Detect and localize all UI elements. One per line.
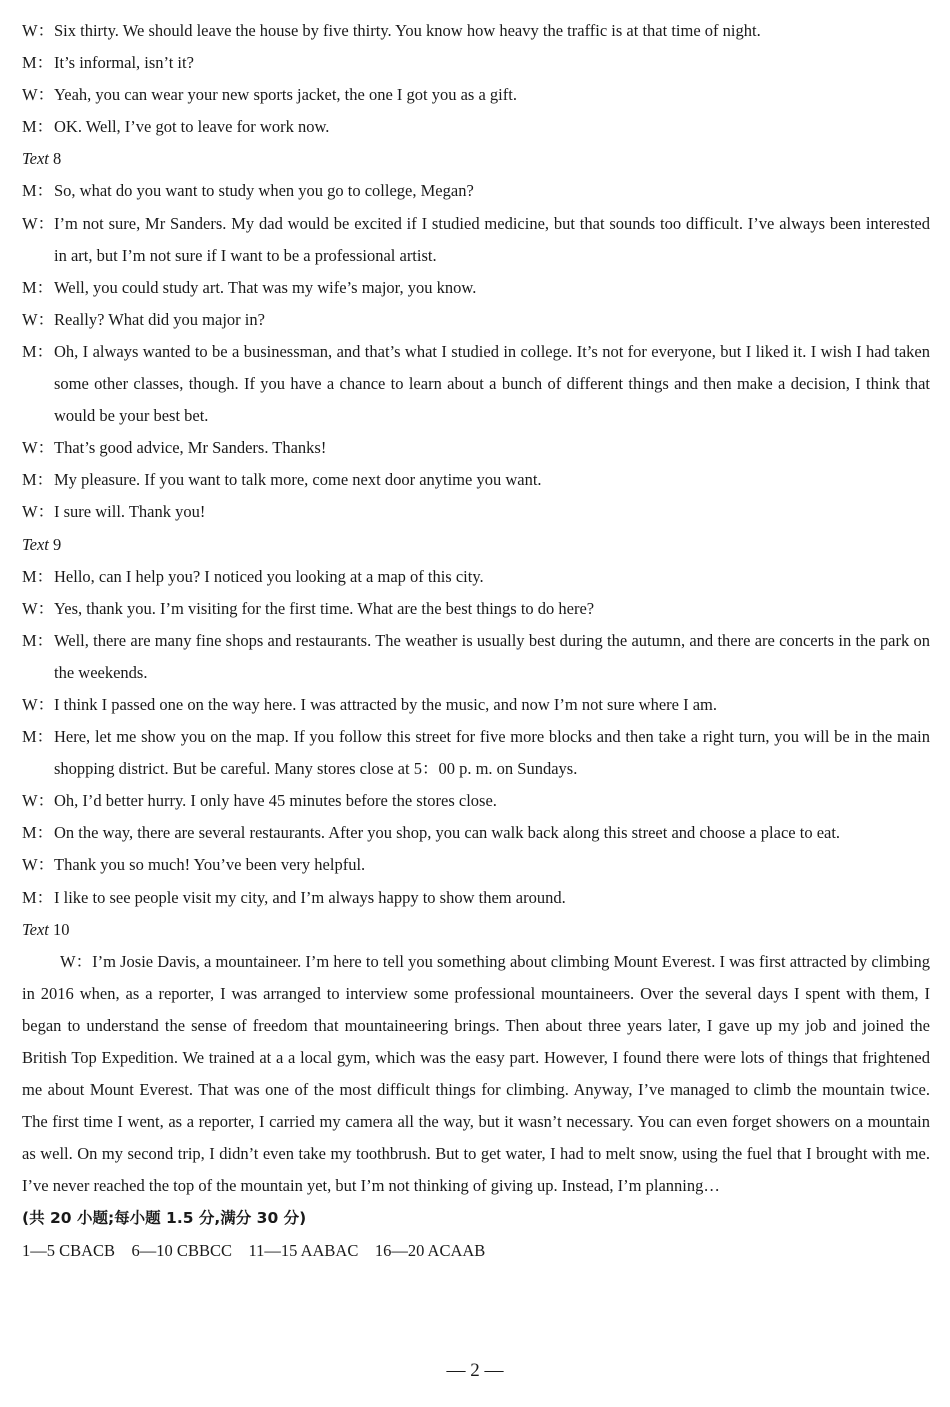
speaker-label: M：	[22, 566, 54, 586]
dialogue-text: Hello, can I help you? I noticed you looking at a map of this city.	[54, 566, 484, 586]
speaker-label: W：	[22, 438, 55, 458]
dialogue-text: Really? What did you major in?	[54, 309, 265, 329]
page-number: — 2 —	[446, 1360, 504, 1381]
speaker-label: W：	[22, 85, 55, 105]
dialogue-text: I’m not sure, Mr Sanders. My dad would be excited if I studied medicine, but that sounds too difficult. I’ve always been interested in art, but I’m not sure if I want to be a professional artist.	[54, 213, 930, 265]
dialogue-line	[22, 593, 930, 625]
dialogue-text: My pleasure. If you want to talk more, come next door anytime you want.	[54, 470, 542, 490]
text-8-dialogue	[22, 175, 930, 528]
text-9-dialogue	[22, 561, 930, 914]
speaker-label: W：	[22, 598, 55, 618]
dialogue-line	[22, 849, 930, 881]
text-label: Text	[22, 919, 49, 939]
text-9-heading	[22, 529, 930, 561]
dialogue-line	[22, 689, 930, 721]
speaker-label: M：	[22, 277, 54, 297]
dialogue-text: Six thirty. We should leave the house by five thirty. You know how heavy the traffic is at that time of night.	[54, 21, 761, 40]
dialogue-text: That’s good advice, Mr Sanders. Thanks!	[54, 438, 327, 458]
dialogue-line	[22, 79, 930, 111]
dialogue-line	[22, 496, 930, 528]
answer-key: 1—5 CBACB 6—10 CBBCC 11—15 AABAC 16—20 ACAAB	[22, 1240, 486, 1260]
speaker-label: W：	[22, 213, 55, 233]
speaker-label: M：	[22, 181, 54, 201]
dialogue-line	[22, 175, 930, 207]
text-number: 8	[53, 149, 62, 169]
dialogue-line	[22, 15, 930, 47]
speaker-label: M：	[22, 53, 54, 73]
speaker-label: M：	[22, 823, 54, 843]
dialogue-text: Oh, I’d better hurry. I only have 45 minutes before the stores close.	[54, 791, 497, 811]
speaker-label: W：	[22, 502, 55, 522]
text-label: Text	[22, 149, 49, 169]
dialogue-continued	[22, 15, 930, 143]
dialogue-line	[22, 464, 930, 496]
dialogue-line	[22, 785, 930, 817]
speaker-label: M：	[22, 341, 54, 361]
text-number: 10	[53, 919, 70, 939]
speaker-label: M：	[22, 630, 54, 650]
speaker-label: M：	[22, 727, 54, 747]
dialogue-line	[22, 272, 930, 304]
speaker-label: M：	[22, 887, 54, 907]
text-8-heading	[22, 143, 930, 175]
speaker-label: W：	[22, 309, 55, 329]
dialogue-line	[22, 625, 930, 689]
speaker-label: W：	[22, 21, 55, 40]
dialogue-text: It’s informal, isn’t it?	[54, 53, 194, 73]
speaker-label: W：	[22, 791, 55, 811]
section-score-note: (共 20 小题;每小题 1.5 分,满分 30 分)	[22, 1209, 307, 1228]
dialogue-text: Well, you could study art. That was my wife’s major, you know.	[54, 277, 477, 297]
dialogue-line	[22, 561, 930, 593]
dialogue-text: Yeah, you can wear your new sports jacket, the one I got you as a gift.	[54, 85, 517, 105]
dialogue-text: Yes, thank you. I’m visiting for the first time. What are the best things to do here?	[54, 598, 595, 618]
speaker-label: W：	[22, 694, 55, 714]
document-page	[22, 15, 930, 1267]
text-10-heading	[22, 914, 930, 946]
dialogue-line	[22, 47, 930, 79]
dialogue-text: Well, there are many fine shops and restaurants. The weather is usually best during the autumn, and there are concerts in the park on the weekends.	[54, 630, 930, 682]
speaker-label: M：	[22, 117, 54, 137]
dialogue-line	[22, 882, 930, 914]
text-number: 9	[53, 534, 62, 554]
speaker-label: M：	[22, 470, 54, 490]
speaker-label: W：	[22, 855, 55, 875]
dialogue-line	[22, 817, 930, 849]
dialogue-text: Here, let me show you on the map. If you follow this street for five more blocks and then take a right turn, you will be in the main shopping district. But be careful. Many stores close at 5：00 p. m. on Sundays.	[54, 727, 930, 779]
text-label: Text	[22, 534, 49, 554]
dialogue-line	[22, 336, 930, 432]
dialogue-line	[22, 111, 930, 143]
dialogue-text: I like to see people visit my city, and I’m always happy to show them around.	[54, 887, 566, 907]
dialogue-text: OK. Well, I’ve got to leave for work now.	[54, 117, 330, 137]
dialogue-line	[22, 304, 930, 336]
dialogue-line	[22, 432, 930, 464]
dialogue-text: I sure will. Thank you!	[54, 502, 206, 522]
dialogue-text: I think I passed one on the way here. I was attracted by the music, and now I’m not sure where I am.	[54, 694, 717, 714]
dialogue-line	[22, 721, 930, 785]
dialogue-text: So, what do you want to study when you go to college, Megan?	[54, 181, 474, 201]
text-10-monologue: W：I’m Josie Davis, a mountaineer. I’m here to tell you something about climbing Mount Everest. I was first attracted by climbing in 2016 when, as a reporter, I was arranged to interview some professional mountaineers. Over the several days I spent with them, I began to understand the sense of freedom that mountaineering brings. Then about three years later, I gave up my job and joined the British Top Expedition. We trained at a a local gym, which was the easy part. However, I found there were lots of things that frightened me about Mount Everest. That was one of the most difficult things for climbing. Anyway, I’ve managed to climb the mountain twice. The first time I went, as a reporter, I carried my camera all the way, but it wasn’t necessary. You can even forget showers on a mountain as well. On my second trip, I didn’t even take my toothbrush. But to get water, I had to melt snow, using the fuel that I brought with me. I’ve never reached the top of the mountain yet, but I’m not thinking of giving up. Instead, I’m planning…	[22, 951, 930, 1196]
dialogue-text: On the way, there are several restaurants. After you shop, you can walk back along this street and choose a place to eat.	[54, 823, 841, 843]
dialogue-line	[22, 208, 930, 272]
dialogue-text: Oh, I always wanted to be a businessman, and that’s what I studied in college. It’s not for everyone, but I liked it. I wish I had taken some other classes, though. If you have a chance to learn about a bunch of different things and then make a decision, I think that would be your best bet.	[54, 341, 930, 426]
dialogue-text: Thank you so much! You’ve been very helpful.	[54, 855, 366, 875]
